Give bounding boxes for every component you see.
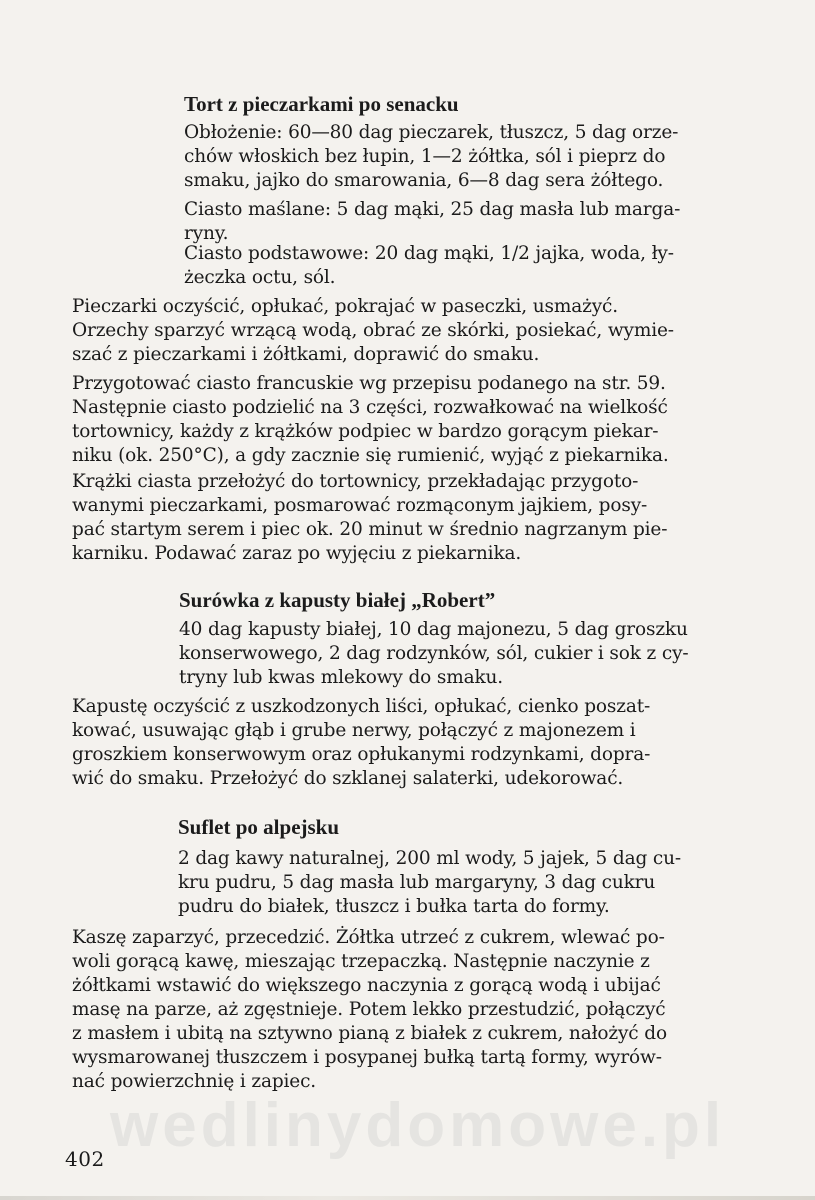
instruction-line: wić do smaku. Przełożyć do szklanej salaterki, udekorować. bbox=[72, 768, 624, 789]
instruction-line: Kaszę zaparzyć, przecedzić. Żółtka utrzeć z cukrem, wlewać po- bbox=[72, 927, 665, 948]
instruction-line: szać z pieczarkami i żółtkami, doprawić do smaku. bbox=[72, 344, 540, 365]
recipe-title-tort: Tort z pieczarkami po senacku bbox=[184, 92, 459, 116]
ingredient-line: pudru do białek, tłuszcz i bułka tarta do formy. bbox=[178, 896, 610, 917]
instruction-line: woli gorącą kawę, mieszając trzepaczką. Następnie naczynie z bbox=[72, 951, 650, 972]
instruction-line: Następnie ciasto podzielić na 3 części, rozwałkować na wielkość bbox=[72, 397, 668, 418]
instruction-line: Pieczarki oczyścić, opłukać, pokrajać w paseczki, usmażyć. bbox=[72, 296, 618, 317]
ingredient-line: Ciasto maślane: 5 dag mąki, 25 dag masła lub marga- bbox=[184, 199, 681, 220]
instruction-line: kować, usuwając głąb i grube nerwy, połączyć z majonezem i bbox=[72, 720, 636, 741]
instruction-line: Kapustę oczyścić z uszkodzonych liści, opłukać, cienko poszat- bbox=[72, 696, 651, 717]
instruction-line: Orzechy sparzyć wrzącą wodą, obrać ze skórki, posiekać, wymie- bbox=[72, 320, 674, 341]
ingredient-line: 40 dag kapusty białej, 10 dag majonezu, 5 dag groszku bbox=[179, 619, 688, 640]
recipe-title-suflet: Suflet po alpejsku bbox=[178, 815, 340, 839]
watermark: wedlinydomowe.pl bbox=[110, 1091, 726, 1160]
instruction-line: tortownicy, każdy z krążków podpiec w bardzo gorącym piekar- bbox=[72, 421, 659, 442]
ingredient-line: tryny lub kwas mlekowy do smaku. bbox=[179, 667, 504, 688]
ingredient-line: smaku, jajko do smarowania, 6—8 dag sera żółtego. bbox=[184, 170, 664, 191]
instruction-line: groszkiem konserwowym oraz opłukanymi rodzynkami, dopra- bbox=[72, 744, 651, 765]
recipe-title-surowka: Surówka z kapusty białej „Robert” bbox=[179, 588, 496, 612]
instruction-line: z masłem i ubitą na sztywno pianą z białek z cukrem, nałożyć do bbox=[72, 1023, 667, 1044]
ingredient-line: żeczka octu, sól. bbox=[184, 267, 336, 288]
instruction-line: Przygotować ciasto francuskie wg przepisu podanego na str. 59. bbox=[72, 373, 666, 394]
instruction-line: wanymi pieczarkami, posmarować rozmąconym jajkiem, posy- bbox=[72, 495, 648, 516]
page-number: 402 bbox=[65, 1147, 105, 1171]
instruction-line: nać powierzchnię i zapiec. bbox=[72, 1071, 317, 1092]
instruction-line: wysmarowanej tłuszczem i posypanej bułką tartą formy, wyrów- bbox=[72, 1047, 662, 1068]
instruction-line: karniku. Podawać zaraz po wyjęciu z piekarnika. bbox=[72, 543, 522, 564]
ingredient-line: chów włoskich bez łupin, 1—2 żółtka, sól i pieprz do bbox=[184, 146, 666, 167]
ingredient-line: Ciasto podstawowe: 20 dag mąki, 1/2 jajka, woda, ły- bbox=[184, 243, 674, 264]
ingredient-line: Obłożenie: 60—80 dag pieczarek, tłuszcz, 5 dag orze- bbox=[184, 122, 679, 143]
instruction-line: pać startym serem i piec ok. 20 minut w średnio nagrzanym pie- bbox=[72, 519, 668, 540]
ingredient-line: kru pudru, 5 dag masła lub margaryny, 3 dag cukru bbox=[178, 872, 656, 893]
instruction-line: masę na parze, aż zgęstnieje. Potem lekko przestudzić, połączyć bbox=[72, 999, 666, 1020]
instruction-line: niku (ok. 250°C), a gdy zacznie się rumienić, wyjąć z piekarnika. bbox=[72, 445, 669, 466]
ingredient-line: 2 dag kawy naturalnej, 200 ml wody, 5 jajek, 5 dag cu- bbox=[178, 848, 681, 869]
instruction-line: Krążki ciasta przełożyć do tortownicy, przekładając przygoto- bbox=[72, 471, 639, 492]
ingredient-line: konserwowego, 2 dag rodzynków, sól, cukier i sok z cy- bbox=[179, 643, 689, 664]
scan-edge bbox=[0, 1196, 815, 1200]
ingredient-line: ryny. bbox=[184, 223, 229, 244]
instruction-line: żółtkami wstawić do większego naczynia z gorącą wodą i ubijać bbox=[72, 975, 661, 996]
